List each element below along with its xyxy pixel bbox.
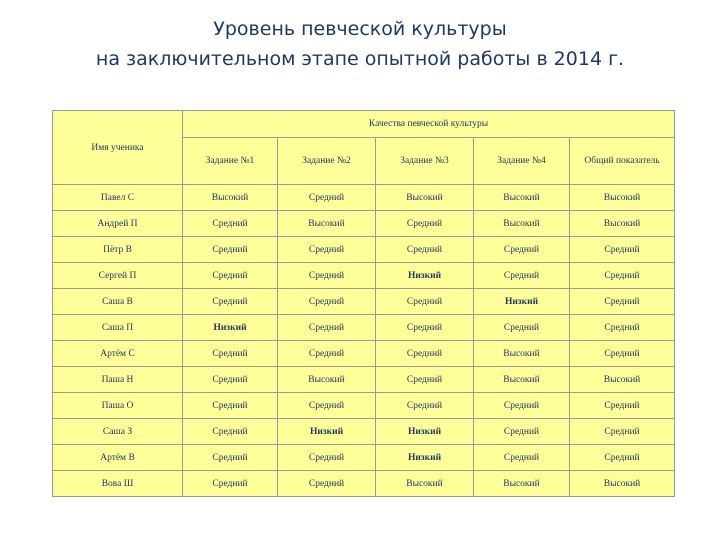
student-name-header: Имя ученика: [53, 111, 183, 185]
level-cell: Средний: [183, 237, 278, 263]
results-table: [52, 110, 675, 497]
table-row: [53, 367, 675, 393]
level-cell: Средний: [183, 367, 278, 393]
level-cell: Средний: [570, 315, 675, 341]
level-cell: Высокий: [570, 211, 675, 237]
level-cell: Низкий: [376, 445, 474, 471]
table-row: [53, 185, 675, 211]
level-cell: Высокий: [376, 185, 474, 211]
level-cell: Средний: [570, 419, 675, 445]
student-name-cell: Артём С: [53, 341, 183, 367]
level-cell: Средний: [278, 263, 376, 289]
level-cell: Высокий: [570, 185, 675, 211]
level-cell: Средний: [570, 237, 675, 263]
level-cell: Высокий: [570, 367, 675, 393]
column-header: Задание №3: [376, 138, 474, 185]
student-name-cell: Вова Ш: [53, 471, 183, 497]
table-row: [53, 471, 675, 497]
level-cell: Высокий: [183, 185, 278, 211]
student-name-cell: Саша З: [53, 419, 183, 445]
level-cell: Высокий: [474, 211, 570, 237]
column-header: Задание №4: [474, 138, 570, 185]
student-name-cell: Пётр В: [53, 237, 183, 263]
level-cell: Средний: [376, 393, 474, 419]
level-cell: Средний: [376, 341, 474, 367]
table-row: [53, 445, 675, 471]
group-header: Качества певческой культуры: [183, 111, 675, 138]
student-name-cell: Саша П: [53, 315, 183, 341]
level-cell: Средний: [278, 471, 376, 497]
level-cell: Средний: [278, 315, 376, 341]
student-name-cell: Павел С: [53, 185, 183, 211]
level-cell: Низкий: [183, 315, 278, 341]
student-name-cell: Сергей П: [53, 263, 183, 289]
level-cell: Средний: [183, 471, 278, 497]
student-name-cell: Паша Н: [53, 367, 183, 393]
level-cell: Средний: [278, 341, 376, 367]
level-cell: Низкий: [278, 419, 376, 445]
level-cell: Средний: [278, 445, 376, 471]
level-cell: Средний: [570, 341, 675, 367]
table-row: [53, 341, 675, 367]
page-title: [0, 14, 720, 74]
level-cell: Средний: [278, 185, 376, 211]
level-cell: Высокий: [474, 341, 570, 367]
level-cell: Средний: [183, 419, 278, 445]
column-header: Задание №2: [278, 138, 376, 185]
table-row: [53, 289, 675, 315]
level-cell: Средний: [183, 445, 278, 471]
student-name-cell: Артём В: [53, 445, 183, 471]
title-line-1: Уровень певческой культуры: [213, 18, 507, 40]
level-cell: Высокий: [474, 367, 570, 393]
level-cell: Высокий: [278, 367, 376, 393]
title-line-2: на заключительном этапе опытной работы в 2014 г.: [95, 48, 625, 70]
level-cell: Средний: [183, 263, 278, 289]
level-cell: Средний: [376, 315, 474, 341]
table-row: [53, 393, 675, 419]
level-cell: Средний: [570, 263, 675, 289]
level-cell: Средний: [570, 289, 675, 315]
level-cell: Средний: [183, 341, 278, 367]
level-cell: Высокий: [376, 471, 474, 497]
level-cell: Средний: [278, 237, 376, 263]
column-header: Задание №1: [183, 138, 278, 185]
level-cell: Средний: [183, 289, 278, 315]
level-cell: Средний: [474, 263, 570, 289]
level-cell: Средний: [376, 289, 474, 315]
level-cell: Средний: [474, 393, 570, 419]
table-row: [53, 419, 675, 445]
level-cell: Средний: [376, 211, 474, 237]
level-cell: Средний: [183, 211, 278, 237]
level-cell: Средний: [376, 367, 474, 393]
level-cell: Низкий: [474, 289, 570, 315]
level-cell: Средний: [570, 445, 675, 471]
level-cell: Средний: [570, 393, 675, 419]
level-cell: Средний: [376, 237, 474, 263]
level-cell: Средний: [474, 419, 570, 445]
level-cell: Средний: [474, 445, 570, 471]
table-row: [53, 315, 675, 341]
table-row: [53, 263, 675, 289]
level-cell: Низкий: [376, 263, 474, 289]
column-header: Общий показатель: [570, 138, 675, 185]
table-row: [53, 211, 675, 237]
table-row: [53, 237, 675, 263]
level-cell: Высокий: [474, 185, 570, 211]
level-cell: Низкий: [376, 419, 474, 445]
level-cell: Средний: [183, 393, 278, 419]
level-cell: Средний: [278, 393, 376, 419]
level-cell: Средний: [278, 289, 376, 315]
level-cell: Средний: [474, 237, 570, 263]
level-cell: Средний: [474, 315, 570, 341]
level-cell: Высокий: [570, 471, 675, 497]
student-name-cell: Саша В: [53, 289, 183, 315]
student-name-cell: Паша О: [53, 393, 183, 419]
level-cell: Высокий: [474, 471, 570, 497]
level-cell: Высокий: [278, 211, 376, 237]
student-name-cell: Андрей П: [53, 211, 183, 237]
